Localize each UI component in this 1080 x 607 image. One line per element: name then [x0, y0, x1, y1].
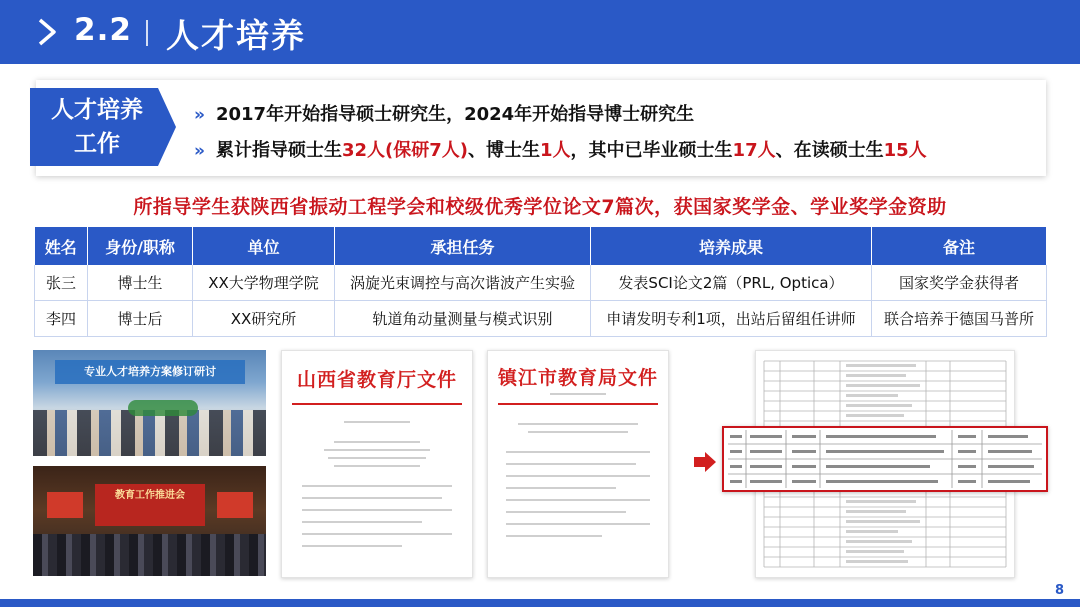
graduated-count: 17人 — [732, 140, 776, 161]
intro-label — [30, 88, 180, 166]
cell-unit: XX大学物理学院 — [193, 265, 335, 301]
col-header-name: 姓名 — [35, 227, 88, 265]
highlight-text: 所指导学生获陕西省振动工程学会和校级优秀学位论文7篇次，获国家奖学金、学业奖学金资助 — [133, 196, 947, 218]
cell-name: 张三 — [35, 265, 88, 301]
cell-result: 发表SCI论文2篇（PRL, Optica） — [591, 265, 872, 301]
bullet-2-text-4: 、在读硕士生 — [775, 140, 884, 161]
bullet-line-2 — [194, 136, 927, 162]
bullet-line-1 — [194, 100, 694, 126]
double-chevron-icon: » — [194, 141, 202, 161]
cell-note: 联合培养于德国马普所 — [872, 301, 1047, 337]
table-row — [35, 265, 1047, 301]
meeting-hall-photo — [33, 466, 266, 576]
doc1-title: 山西省教育厅文件 — [296, 369, 457, 391]
students-table — [34, 227, 1047, 337]
cell-task: 轨道角动量测量与模式识别 — [335, 301, 591, 337]
col-header-result: 培养成果 — [591, 227, 872, 265]
bullet-2-text-1: 累计指导硕士生 — [215, 140, 342, 161]
header-divider — [146, 20, 148, 46]
seminar-photo — [33, 350, 266, 456]
chevron-right-icon — [36, 18, 58, 46]
page-title: 人才培养 — [166, 16, 306, 55]
table-header-row — [35, 227, 1047, 265]
cell-title: 博士后 — [88, 301, 193, 337]
double-chevron-icon: » — [194, 105, 202, 125]
cell-note: 国家奖学金获得者 — [872, 265, 1047, 301]
col-header-task: 承担任务 — [335, 227, 591, 265]
cell-title: 博士生 — [88, 265, 193, 301]
cell-name: 李四 — [35, 301, 88, 337]
bullet-2-text-3: ，其中已毕业硕士生 — [570, 140, 733, 161]
cell-result: 申请发明专利1项，出站后留组任讲师 — [591, 301, 872, 337]
col-header-title: 身份/职称 — [88, 227, 193, 265]
footer-bar — [0, 599, 1080, 607]
highlighted-rows — [722, 426, 1048, 492]
master-count: 32人(保研7人) — [341, 140, 469, 161]
cell-unit: XX研究所 — [193, 301, 335, 337]
meeting-banner: 教育工作推进会 — [115, 490, 185, 501]
current-count: 15人 — [883, 140, 927, 161]
table-row — [35, 301, 1047, 337]
bullet-2-text-2: 、博士生 — [468, 140, 541, 161]
cell-task: 涡旋光束调控与高次谐波产生实验 — [335, 265, 591, 301]
intro-label-line2: 工作 — [74, 131, 120, 157]
bullet-1-text: 2017年开始指导硕士研究生，2024年开始指导博士研究生 — [215, 104, 695, 125]
header-bar — [0, 0, 1080, 64]
doc2-red-rule — [498, 403, 658, 405]
doc1-red-rule — [292, 403, 462, 405]
red-arrow-icon — [694, 452, 716, 472]
intro-label-line1: 人才培养 — [51, 97, 143, 123]
col-header-note: 备注 — [872, 227, 1047, 265]
phd-count: 1人 — [540, 140, 571, 161]
seminar-banner: 专业人才培养方案修订研讨 — [55, 360, 245, 384]
page-number: 8 — [1054, 583, 1064, 598]
doc2-title: 镇江市教育局文件 — [497, 367, 658, 389]
document-shanxi — [281, 350, 473, 578]
section-number: 2.2 — [74, 12, 132, 48]
document-zhenjiang — [487, 350, 669, 578]
col-header-unit: 单位 — [193, 227, 335, 265]
